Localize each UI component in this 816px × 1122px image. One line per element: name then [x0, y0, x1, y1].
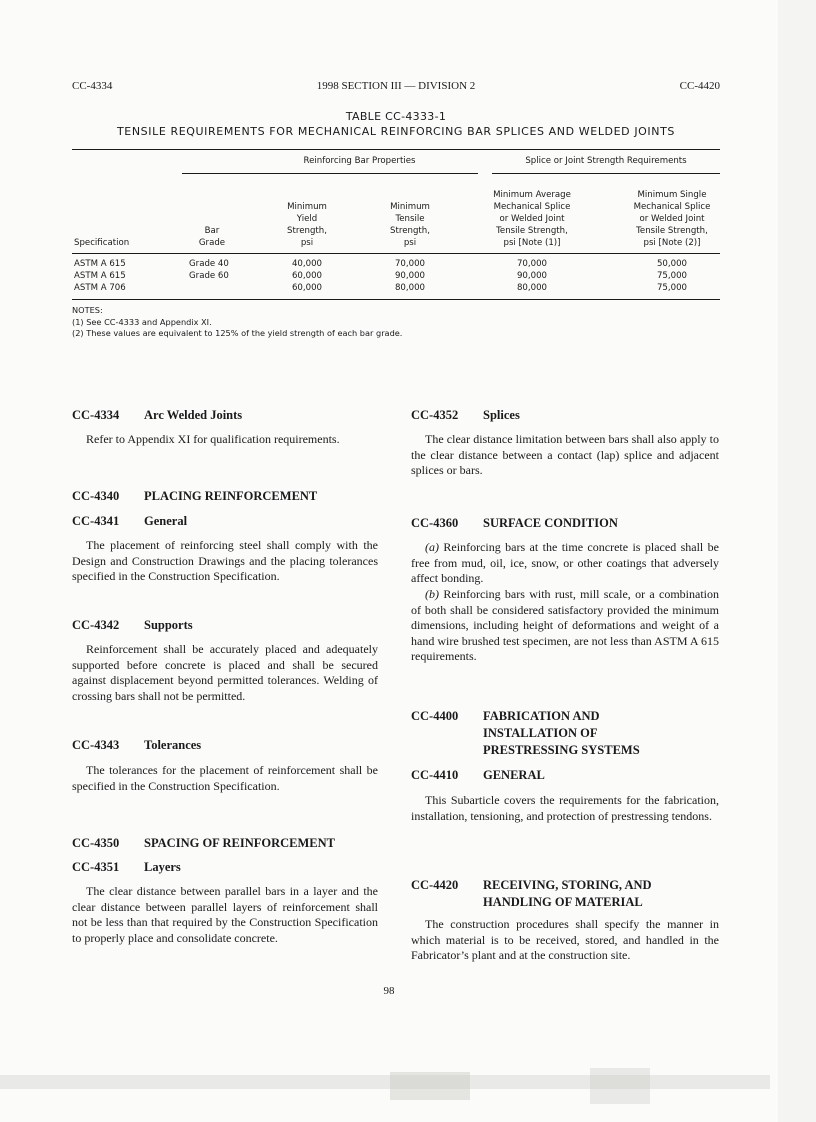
- paragraph-cc4341: The placement of reinforcing steel shall comply with the Design and Construction Drawings and the placing tolerances specified in the Construction Specification.: [72, 538, 378, 583]
- col-tensile-line: Tensile: [395, 214, 425, 224]
- cell-grade: Grade 40: [189, 259, 229, 269]
- col-grade-line: Bar: [204, 226, 220, 236]
- col-header-specification: Specification: [74, 238, 130, 248]
- section-heading-cc4340: [72, 489, 317, 504]
- cell-single: 75,000: [656, 271, 688, 281]
- header-bottom-rule: [72, 253, 720, 254]
- section-number: CC-4351: [72, 860, 120, 874]
- col-header-yield: [252, 201, 362, 249]
- group-header-bar-properties: Reinforcing Bar Properties: [303, 156, 416, 166]
- section-number: CC-4352: [411, 408, 459, 422]
- cell-grade: Grade 60: [189, 271, 229, 281]
- paragraph-cc4343: The tolerances for the placement of reinforcement shall be specified in the Construction Specification.: [72, 763, 378, 793]
- section-heading-cc4342: [72, 618, 193, 633]
- group-rule-2: [492, 173, 720, 174]
- col-single-line: Minimum Single: [637, 190, 707, 200]
- col-header-tensile: [355, 201, 465, 249]
- section-title: GENERAL: [483, 768, 545, 782]
- page-number: 98: [383, 985, 395, 997]
- cell-spec: ASTM A 615: [74, 259, 126, 269]
- note-1: (1) See CC-4333 and Appendix XI.: [72, 316, 212, 327]
- section-heading-cc4360: [411, 516, 618, 531]
- requirements-table: [72, 145, 720, 305]
- col-single-line: Tensile Strength,: [636, 226, 708, 236]
- section-heading-cc4420: [411, 877, 652, 911]
- col-avg-line: Minimum Average: [493, 190, 571, 200]
- cell-tensile: 70,000: [394, 259, 426, 269]
- section-heading-cc4334: [72, 408, 242, 423]
- notes-label: NOTES:: [72, 305, 103, 315]
- table-notes: [72, 305, 402, 340]
- table-bottom-rule: [72, 299, 720, 300]
- section-number: CC-4342: [72, 618, 120, 632]
- col-grade-line: Grade: [198, 238, 226, 248]
- col-yield-line: Yield: [296, 214, 318, 224]
- item-label-a: (a): [425, 540, 439, 554]
- title-line: FABRICATION AND: [483, 709, 600, 723]
- cell-yield: 60,000: [291, 271, 323, 281]
- section-title: Arc Welded Joints: [144, 408, 243, 422]
- section-title: [483, 877, 652, 911]
- paragraph-cc4342: Reinforcement shall be accurately placed and adequately supported before concrete is placed and shall be secured against displacement beyond permitted tolerances. Welding of crossing bars shall not be permitted.: [72, 642, 378, 703]
- paragraph-cc4352: The clear distance limitation between bars shall also apply to the clear distance between a contact (lap) splice and adjacent splices or bars.: [411, 432, 719, 477]
- section-number: CC-4420: [411, 878, 459, 892]
- paragraph-cc4351: The clear distance between parallel bars in a layer and the clear distance between parallel layers of reinforcement shall not be less than that required by the Construction Specification to properly place and consolidate concrete.: [72, 884, 378, 945]
- section-number: CC-4360: [411, 516, 459, 530]
- item-text-b: Reinforcing bars with rust, mill scale, or a combination of both shall be considered satisfactory provided the minimum dimensions, including height of deformations and weight of a hand wire brushed test specimen, are not less than ASTM A 615 requirements.: [411, 587, 720, 663]
- section-title: Tolerances: [144, 738, 202, 752]
- cell-single: 75,000: [656, 283, 688, 293]
- section-heading-cc4400: [411, 708, 640, 759]
- paragraph-cc4334: Refer to Appendix XI for qualification requirements.: [86, 432, 340, 446]
- cell-yield: 40,000: [291, 259, 323, 269]
- section-number: CC-4341: [72, 514, 120, 528]
- header-left: CC-4334: [72, 80, 113, 92]
- scan-noise-patch: [390, 1072, 470, 1100]
- col-header-single: [612, 189, 732, 249]
- group-rule-1: [182, 173, 478, 174]
- section-heading-cc4341: [72, 514, 187, 529]
- paragraph-cc4360-b: [411, 587, 719, 665]
- col-yield-line: psi: [300, 238, 314, 248]
- cell-tensile: 80,000: [394, 283, 426, 293]
- header-center: 1998 SECTION III — DIVISION 2: [316, 80, 476, 92]
- col-single-line: psi [Note (2)]: [643, 238, 701, 248]
- group-header-strength: Splice or Joint Strength Requirements: [525, 156, 687, 166]
- section-number: CC-4350: [72, 836, 120, 850]
- paragraph-cc4410: This Subarticle covers the requirements for the fabrication, installation, tensioning, and protection of prestressing tendons.: [411, 793, 719, 823]
- title-line: INSTALLATION OF: [483, 726, 598, 740]
- scan-noise-patch: [590, 1068, 650, 1104]
- section-number: CC-4410: [411, 768, 459, 782]
- section-title: [483, 708, 640, 759]
- col-yield-line: Minimum: [287, 202, 327, 212]
- section-title: Layers: [144, 860, 181, 874]
- table-subtitle: TENSILE REQUIREMENTS FOR MECHANICAL REINFORCING BAR SPLICES AND WELDED JOINTS: [116, 125, 676, 138]
- section-heading-cc4350: [72, 836, 335, 851]
- paragraph-cc4360-a: [411, 540, 719, 587]
- cell-avg: 80,000: [516, 283, 548, 293]
- cell-single: 50,000: [656, 259, 688, 269]
- section-number: CC-4334: [72, 408, 120, 422]
- section-number: CC-4343: [72, 738, 120, 752]
- section-title: Supports: [144, 618, 193, 632]
- section-title: Splices: [483, 408, 520, 422]
- cell-avg: 90,000: [516, 271, 548, 281]
- section-number: CC-4340: [72, 489, 120, 503]
- table-title: TABLE CC-4333-1: [345, 110, 447, 123]
- section-heading-cc4410: [411, 768, 545, 783]
- section-number: CC-4400: [411, 709, 459, 723]
- col-avg-line: or Welded Joint: [499, 214, 565, 224]
- col-avg-line: Tensile Strength,: [496, 226, 568, 236]
- item-text-a: Reinforcing bars at the time concrete is placed shall be free from mud, oil, ice, snow, or other coatings that adversely affect bonding.: [411, 540, 720, 585]
- col-header-grade: [182, 225, 242, 249]
- header-right: CC-4420: [679, 80, 720, 92]
- cell-avg: 70,000: [516, 259, 548, 269]
- section-heading-cc4343: [72, 738, 201, 753]
- title-line: RECEIVING, STORING, AND: [483, 878, 652, 892]
- col-header-average: [462, 189, 602, 249]
- scan-noise-band: [0, 1075, 770, 1089]
- section-title: General: [144, 514, 188, 528]
- col-tensile-line: Minimum: [390, 202, 430, 212]
- col-avg-line: Mechanical Splice: [493, 202, 571, 212]
- item-label-b: (b): [425, 587, 439, 601]
- col-yield-line: Strength,: [287, 226, 327, 236]
- col-tensile-line: Strength,: [390, 226, 430, 236]
- col-single-line: Mechanical Splice: [633, 202, 711, 212]
- col-tensile-line: psi: [403, 238, 417, 248]
- section-title: SPACING OF REINFORCEMENT: [144, 836, 335, 850]
- table-top-rule: [72, 149, 720, 150]
- section-heading-cc4351: [72, 860, 181, 875]
- cell-tensile: 90,000: [394, 271, 426, 281]
- title-line: PRESTRESSING SYSTEMS: [483, 743, 640, 757]
- cell-spec: ASTM A 615: [74, 271, 126, 281]
- running-header: [72, 80, 720, 96]
- title-line: HANDLING OF MATERIAL: [483, 895, 643, 909]
- cell-yield: 60,000: [291, 283, 323, 293]
- section-heading-cc4352: [411, 408, 520, 423]
- col-avg-line: psi [Note (1)]: [503, 238, 561, 248]
- section-title: SURFACE CONDITION: [483, 516, 618, 530]
- section-title: PLACING REINFORCEMENT: [144, 489, 318, 503]
- col-single-line: or Welded Joint: [639, 214, 705, 224]
- note-2: (2) These values are equivalent to 125% of the yield strength of each bar grade.: [72, 328, 403, 338]
- cell-spec: ASTM A 706: [74, 283, 126, 293]
- paragraph-cc4420: The construction procedures shall specify the manner in which material is to be received, stored, and handled in the Fabricator’s plant and at the construction site.: [411, 917, 719, 962]
